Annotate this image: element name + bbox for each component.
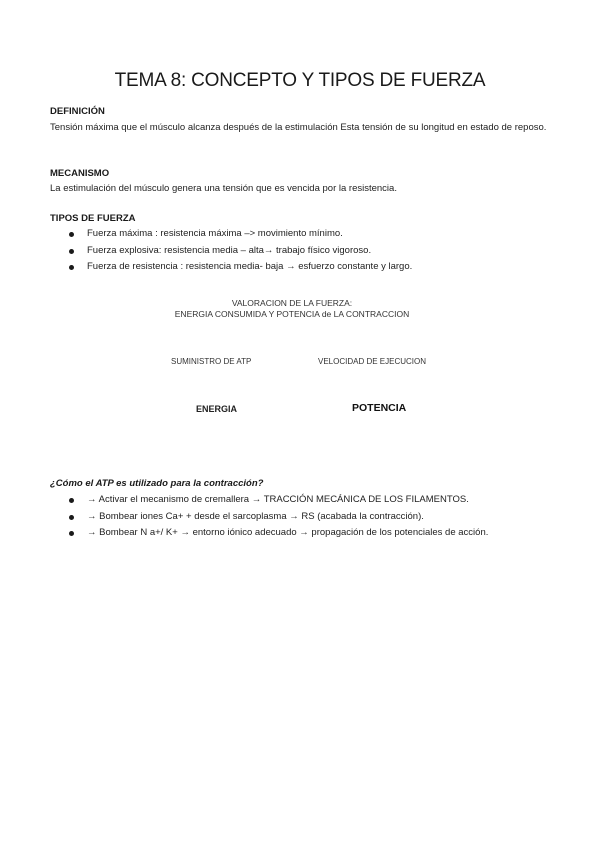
bullet-icon	[69, 265, 74, 270]
list-item-text: → Bombear iones Ca+ + desde el sarcoplasma → RS (acabada la contracción).	[87, 510, 424, 522]
bullet-icon	[69, 531, 74, 536]
diagram-label-velocidad: VELOCIDAD DE EJECUCION	[318, 357, 427, 366]
bullet-icon	[69, 498, 74, 503]
tipos-heading: TIPOS DE FUERZA	[50, 213, 136, 224]
diagram-label-energia: ENERGIA	[196, 404, 238, 414]
definicion-text: Tensión máxima que el músculo alcanza después de la estimulación Esta tensión de su longitud en estado de reposo.	[50, 122, 547, 133]
diagram-label-atp: SUMINISTRO DE ATP	[171, 357, 252, 366]
diagram-label-potencia: POTENCIA	[352, 402, 407, 414]
mecanismo-text: La estimulación del músculo genera una tensión que es vencida por la resistencia.	[50, 183, 397, 194]
diagram-title-line2: ENERGIA CONSUMIDA Y POTENCIA de LA CONTRACCION	[174, 309, 410, 319]
definicion-heading: DEFINICIÓN	[50, 106, 105, 117]
list-item-text: → Activar el mecanismo de cremallera → TRACCIÓN MECÁNICA DE LOS FILAMENTOS.	[87, 494, 469, 505]
bullet-icon	[69, 232, 74, 237]
diagram-title-line1: VALORACION DE LA FUERZA:	[231, 298, 353, 308]
bullet-icon	[69, 515, 74, 520]
list-item-text: Fuerza explosiva: resistencia media – alta→ trabajo físico vigoroso.	[87, 244, 372, 256]
list-item-text: Fuerza máxima : resistencia máxima –> movimiento mínimo.	[87, 228, 343, 239]
mecanismo-heading: MECANISMO	[50, 168, 110, 179]
list-item-text: → Bombear N a+/ K+ → entorno iónico adecuado → propagación de los potenciales de acción.	[87, 527, 489, 538]
bullet-icon	[69, 249, 74, 254]
page-title: TEMA 8: CONCEPTO Y TIPOS DE FUERZA	[114, 70, 486, 91]
list-item-text: Fuerza de resistencia : resistencia media- baja → esfuerzo constante y largo.	[87, 261, 413, 272]
atp-question: ¿Cómo el ATP es utilizado para la contracción?	[50, 478, 264, 489]
